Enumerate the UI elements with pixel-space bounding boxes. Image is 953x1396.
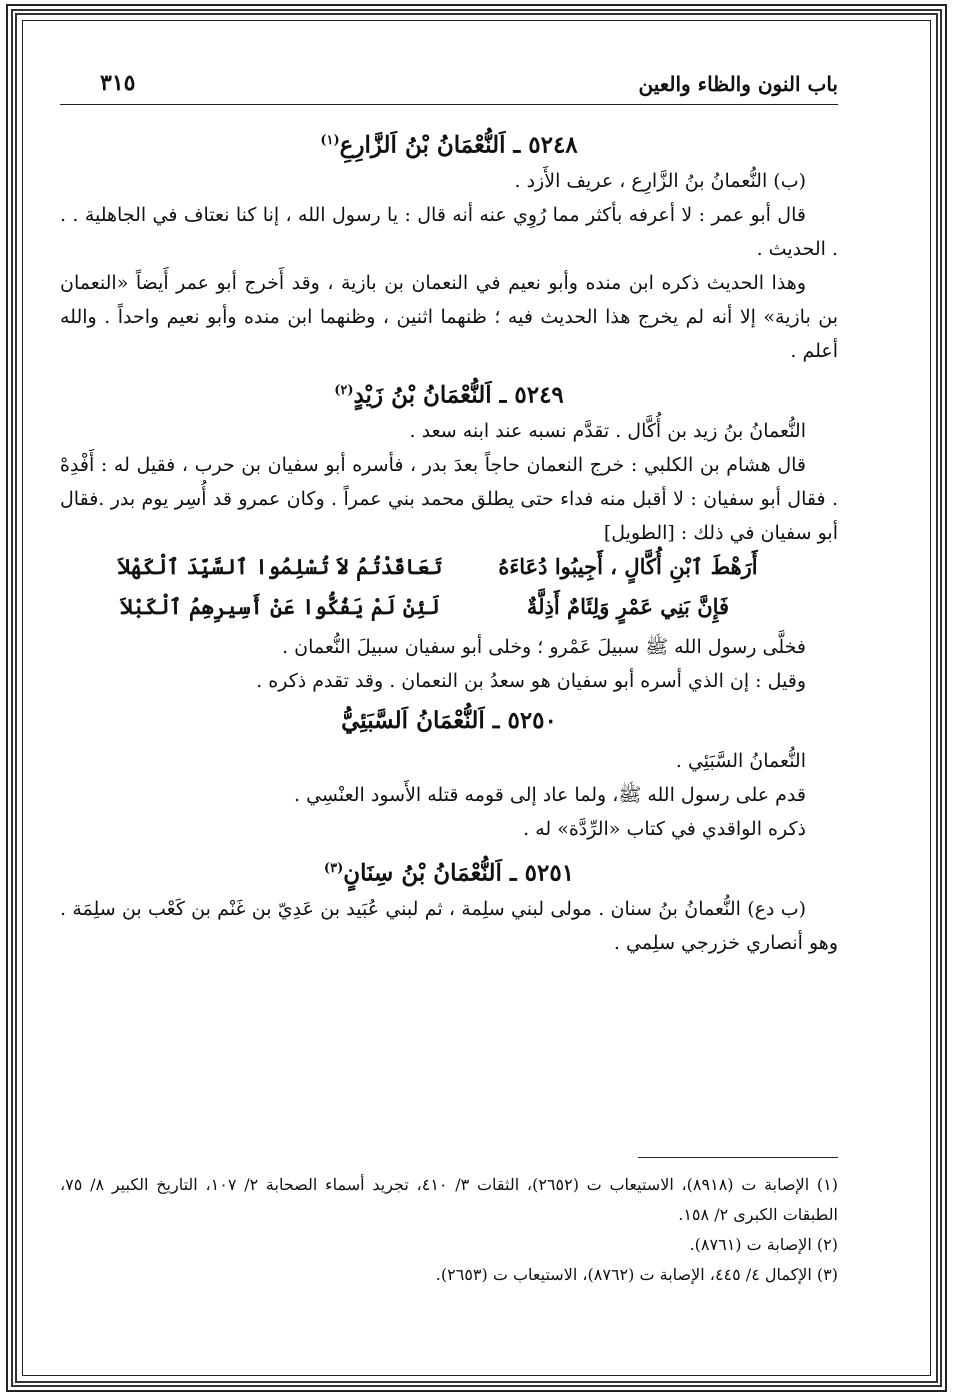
verse-second-hemistich: تَعَاقَدْتُمُ لاَ تُسْلِمُوا ٱلسَّيِّدَ ٱلْكَهْلاَ (117, 554, 443, 579)
running-head (60, 64, 838, 105)
paragraph: النُّعمانُ بنُ زيد بن أُكَّال . تقدَّم نسبه عند ابنه سعد . (409, 420, 806, 442)
footnote-ref[interactable]: (١) (320, 133, 340, 148)
paragraph: فخلَّى رسول الله ﷺ سبيلَ عَمْرو ؛ وخلى أبو سفيان سبيلَ النُّعمان . (282, 636, 806, 658)
footnotes (60, 1170, 838, 1290)
book-page (60, 60, 838, 1350)
entry-5248 (60, 118, 838, 368)
footnote-ref[interactable]: (٢) (334, 383, 354, 398)
poem-verse (60, 550, 838, 590)
paragraph: النُّعمانُ السَّبَئِي . (675, 750, 806, 772)
verse-first-hemistich: فَإِنَّ بَنِي عَمْرٍ وَلِئَامٌ أَذِلَّةٌ (526, 594, 730, 619)
poem-verse (60, 590, 838, 630)
paragraph: (ب دع) النُّعمانُ بنُ سنان . مولى لبني سلِمة ، ثم لبني عُبَيد بن عَدِيّ بن غَنْم بن كَعْب بن سلِمَة . وهو أنصاري خزرجي سلِمي . (60, 898, 838, 954)
footnote-ref[interactable]: (٣) (323, 861, 344, 876)
entry-heading (60, 846, 838, 892)
paragraph: قال هشام بن الكلبي : خرج النعمان حاجاً بعدَ بدر ، فأسره أبو سفيان بن حرب ، فقيل له : أَفْدِهْ . فقال أبو سفيان : لا أقبل منه فداء حتى يطلق محمد بني عمراً . وكان عمرو قد أُسِر يوم بدر .فقال أبو سفيان في ذلك : [الطويل] (60, 454, 838, 544)
entry-heading (60, 368, 838, 414)
verse-first-hemistich: أَرَهْطَ ٱبْنِ أُكَّالٍ ، أَجِيبُوا دُعَاءَهُ (498, 554, 758, 579)
paragraph: قال أبو عمر : لا أعرفه بأكثر مما رُوِي عنه أنه قال : يا رسول الله ، إنا كنا نعتاف في الجاهلية . . . الحديث . (60, 204, 838, 260)
footnote-3: (٣) الإكمال ٤/ ٤٤٥، الإصابة ت (٨٧٦٢)، الاستيعاب ت (٢٦٥٣). (435, 1265, 838, 1284)
paragraph: قدم على رسول الله ﷺ، ولما عاد إلى قومه قتله الأَسود العنْسِي . (294, 784, 806, 806)
entry-heading-text: ٥٢٤٨ ـ اَلنُّعْمَانُ بْنُ اَلزَّارِعِ (339, 131, 578, 159)
footnote-1: (١) الإصابة ت (٨٩١٨)، الاستيعاب ت (٢٦٥٢)، الثقات ٣/ ٤١٠، تجريد أسماء الصحابة ٢/ ١٠٧، التاريخ الكبير ٨/ ٧٥، الطبقات الكبرى ٢/ ١٥٨. (60, 1175, 838, 1224)
entry-heading-text: ٥٢٥١ ـ اَلنُّعْمَانُ بْنُ سِنَانٍ (343, 859, 575, 887)
chapter-title: باب النون والظاء والعين (638, 72, 838, 96)
entry-5249 (60, 368, 838, 698)
page-number: ٣١٥ (100, 70, 136, 96)
paragraph: (ب) النُّعمانُ بنُ الزَّارِع ، عريف الأَزد . (514, 170, 806, 192)
footnote-2: (٢) الإصابة ت (٨٧٦١). (689, 1235, 838, 1254)
entry-heading-text: ٥٢٥٠ ـ اَلنُّعْمَانُ اَلسَّبَئِيُّ (341, 707, 557, 734)
entry-5251 (60, 846, 838, 960)
paragraph: ذكره الواقدي في كتاب «الرِّدَّة» له . (523, 818, 806, 840)
footnote-separator (638, 1157, 838, 1158)
entry-heading (60, 698, 838, 744)
main-text (60, 118, 838, 960)
entry-heading-text: ٥٢٤٩ ـ اَلنُّعْمَانُ بْنُ زَيْدٍ (353, 381, 564, 409)
paragraph: وهذا الحديث ذكره ابن منده وأبو نعيم في النعمان بن بازية ، وقد أَخرج أبو عمر أَيضاً «النعمان بن بازية» إلا أنه لم يخرج هذا الحديث فيه ؛ ظنهما اثنين ، وظنهما ابن منده وأبو نعيم واحداً . والله أعلم . (60, 272, 838, 362)
paragraph: وقيل : إن الذي أسره أبو سفيان هو سعدُ بن النعمان . وقد تقدم ذكره . (256, 670, 806, 692)
verse-second-hemistich: لَئِنْ لَمْ يَفُكُّوا عَنْ أَسِيرِهِمُ ٱلْكَبْلاَ (120, 594, 440, 619)
entry-heading (60, 118, 838, 164)
entry-5250 (60, 698, 838, 846)
